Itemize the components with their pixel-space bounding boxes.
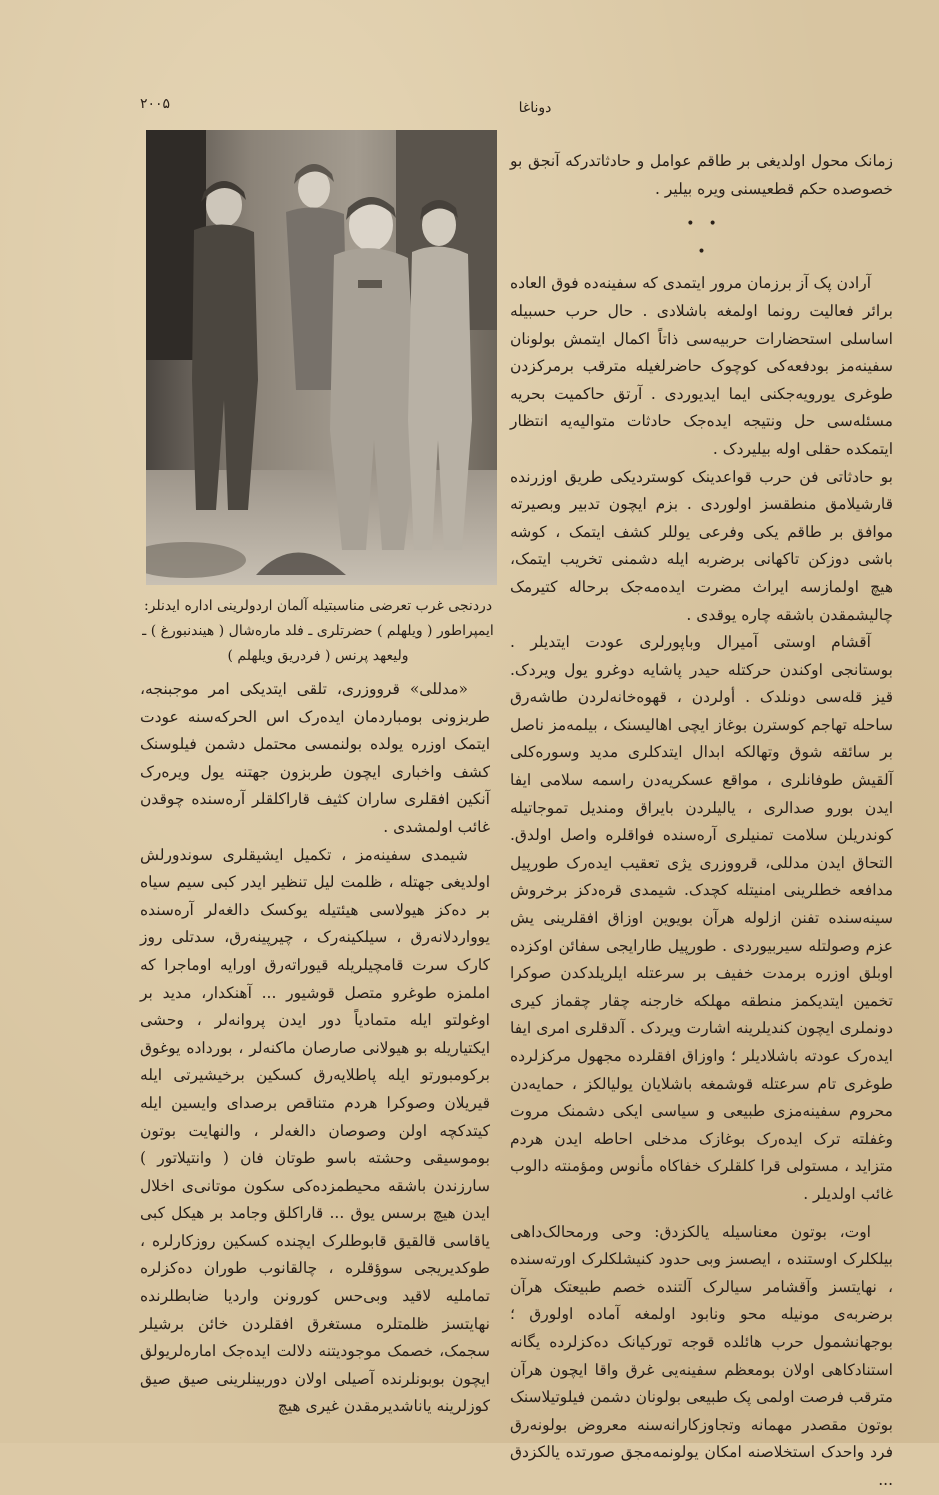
paragraph: شیمدی سفینه‌مز ، تکمیل ایشیقلری سوندورلش اولدیغی جهتله ، ظلمت لیل تنظیر ایدر کبی سیم سیاه بر ده‌کز هیولاسی هیئتیله یوکسک دالغه‌لر آره‌سنده یوواردلانه‌رق ، سیلکینه‌رک ، چیرپینه‌رق، سدتلی روز کارک سرت قامچیلریله قیوراته‌رق اورایه اوماجرا که املمزه طوغرو متصل قوشیور ... آهنکدار، مدید بر اوغولتو ایله متمادیاً دور ایدن پروانه‌لر ، وحشی ایکتیاریله بو هیولانی صارصان ماکنه‌لر ، بورداده یوغوق برکومبورتو ایله پاطلایه‌رق کسکین برخیشیرتی ایله قیریلان وصوکرا هردم متناقص برصدای وایسین ایله کیتدکچه اولن وصوصان دالغه‌لر ، والنهایت بوتون بوموسیقی وحشته باسو طوتان فان ( وانتیلاتور ) سارزندن باشقه محیطمزده‌کی سکون موتانی‌ی اخلال ایدن هیچ برسس یوق ... قاراکلق وجامد بر هیکل کبی یاقاسی قالقیق قابوطلرک ایچنده کسکین روزکارلره ، طوکدیریجی سوؤقلره ، چالقانوب طوران ده‌کزلره تماملیه لاقید وبی‌حس کورونن واردیا ضابطلرنده نهایتسز ظلمتلره مستغرق افقلردن خائن برشیلر سجمک، خصمک موجودیتنه دلالت ایده‌جک امارەلریولق ایچون بوبونلرنده آصیلی اولان دوربینلرینی صیق صیق کوزلرینه یاناشدیرمقدن غیری هیچ	[140, 845, 490, 1416]
section-separator: • • •	[686, 216, 717, 260]
right-text-column	[510, 148, 893, 1495]
paragraph: آرادن پک آز برزمان مرور ایتمدی که سفینەده فوق العاده برائر فعالیت رونما اولمغه باشلادی . حال حرب حسبیله اساسلی استحضارات حربیه‌سی ذاتاً اکمال ایتمش بولونان سفینه‌مز بودفعه‌کی کوچوک حاضرلغیله مترقب برمرکزدن طوغری یورویه‌جکنی ایما ایدیوردی . آرتق حاکمیت بحریه مسئله‌سی حل ونتیجه ایده‌جک حادثات متوالیه‌یه انتظار ایتمکده حقلی اوله بیلیردک .	[510, 274, 893, 458]
caption-line: ایمپراطور ( ویلهلم ) حضرتلری ـ فلد مارەشال ( هیندنبورغ ) ـ	[142, 623, 494, 639]
paragraph: آقشام اوستی آمیرال وباپورلری عودت ایتدیلر . بوستانجی اوکندن حرکتله حیدر پاشایه دوغرو یول ویردک. قیز قله‌سی دونلدک . أولردن ، قهوه‌خانه‌لردن طاشه‌رق ساحله تهاجم کوسترن بوغاز ایچی اهالیسنک ، بیلمه‌مز ناصل بر سائقه شوق وتهالکه ابدال ایتدکلری مدید وسوره‌کلی آلقیش طوفانلری ، مواقع عسکریه‌دن راسمه سلامی ایفا ایدن بورو صدالری ، یالیلردن بایراق ومندیل تموجاتیله کوندریلن سلامت تمنیلری آره‌سنده فواقلره واصل اولدق. التحاق ایدن مدللی، قرووزری یژی تعقیب ایده‌رک طورپیل مدافعه خطلرینی امنیتله کچدک. شیمدی قره‌دکز برخروش سینه‌سنده تفنن ازلوله هرآن بویوین اوزاق افقلرینی یش عزم وصولتله سیربیوردی . طورپیل طارایجی سفائن اوکزده اوبلق اوزره برمدت خفیف بر سرعتله ایلریلدکدن صوکرا تخمین ایتدیکمز منطقه مهلکه خارجنه چقار چقماز کیری دونملری ایچون کندیلرینه اشارت ویردک . آلدقلری امری ایفا ایده‌رک عودته باشلادیلر ؛ واوزاق افقلرده مجهول مرکزلرده طوغری تام سرعتله قوشمغه باشلایان یولیالکز ، حمایه‌دن محروم سفینه‌مزی طبیعی و سیاسی ایکی دشمنک مروت وغفلته ترک ایده‌رک بوغازک مدخلی احاطه ایدن هردم متزاید ، مستولی قرا کلقلرک خفاکاه مأنوس ومؤمنته دالوب غائب اولدیلر .	[510, 633, 893, 1203]
paragraph: بو حادثاتی فن حرب قواعدینک کوستردیکی طریق اوزرنده قارشیلامق منطقسز اولوردی . بزم ایچون تدبیر وبصیرته موافق بر طاقم یکی وفرعی یوللر کشف ایتمک ، کوشه باشی دوزکن تاکهانی برضربه ایله دشمنی تخریب ایتمک، هیچ اولمازسه ایراث مضرت ایده‌مه‌جک برحاله کتیرمک چالیشمقدن باشقه چاره یوقدی .	[510, 467, 893, 624]
photograph	[146, 130, 497, 585]
paragraph: زمانک محول اولدیغی بر طاقم عوامل و حادثاتدرکه آنجق بو خصوصده حکم قطعیسنی ویره بیلیر .	[510, 152, 893, 198]
left-text-column	[140, 676, 490, 1421]
caption-line: ولیعهد پرنس ( فردریق ویلهلم )	[227, 648, 409, 664]
caption-line: دردنجی غرب تعرضی مناسبتیله آلمان اردولرینی اداره ایدنلر:	[143, 598, 493, 614]
photo-caption	[140, 594, 496, 669]
running-title: دوناغا	[518, 100, 552, 116]
paragraph: اوت، بوتون معناسیله یالکزدق: وحی ورمحالک‌داهی بیلکلرک اوستنده ، ایصسز وبی حدود کنیشلکلرک اورته‌سنده ، نهایتسز وآقشامر سیالرک آلتنده خصم طبیعتک هرآن برضربه‌ی مونیله محو ونابود اولمغه آماده اولورق ؛ بوجهانشمول حرب هائلده قوجه تورکیانک ده‌کزلرده یگانه استنادکاهی اولان بومعظم سفینه‌یی غرق واقا ایچون هرآن مترقب فرصت اولمی پک طبیعی بولونان دشمن فیلوتیلاسنک بوتون مقصدر مهمانه وتجاوزکارانه‌سنه معروض بولونه‌رق فرد واحدک استخلاصنه امکان یولونمه‌مجق صورتده یالکزدق ...	[510, 1222, 893, 1489]
paragraph: «مدللی» قرووزری، تلقی ایتدیکی امر موجبنجه، طربزونی بومباردمان ایده‌رک اس الحرکه‌سنه عودت ایتمک اوزره یولده بولنمسی محتمل دشمن فیلوسنک کشف واخباری ایچون طربزون جهتنه یول ویره‌رک آنکین افقلری ساران کثیف قاراکلقلر آره‌سنده چوقدن غائب اولمشدی .	[140, 680, 490, 836]
page-number: ۲۰۰۵	[140, 96, 171, 112]
officers-photo-image	[146, 130, 497, 585]
